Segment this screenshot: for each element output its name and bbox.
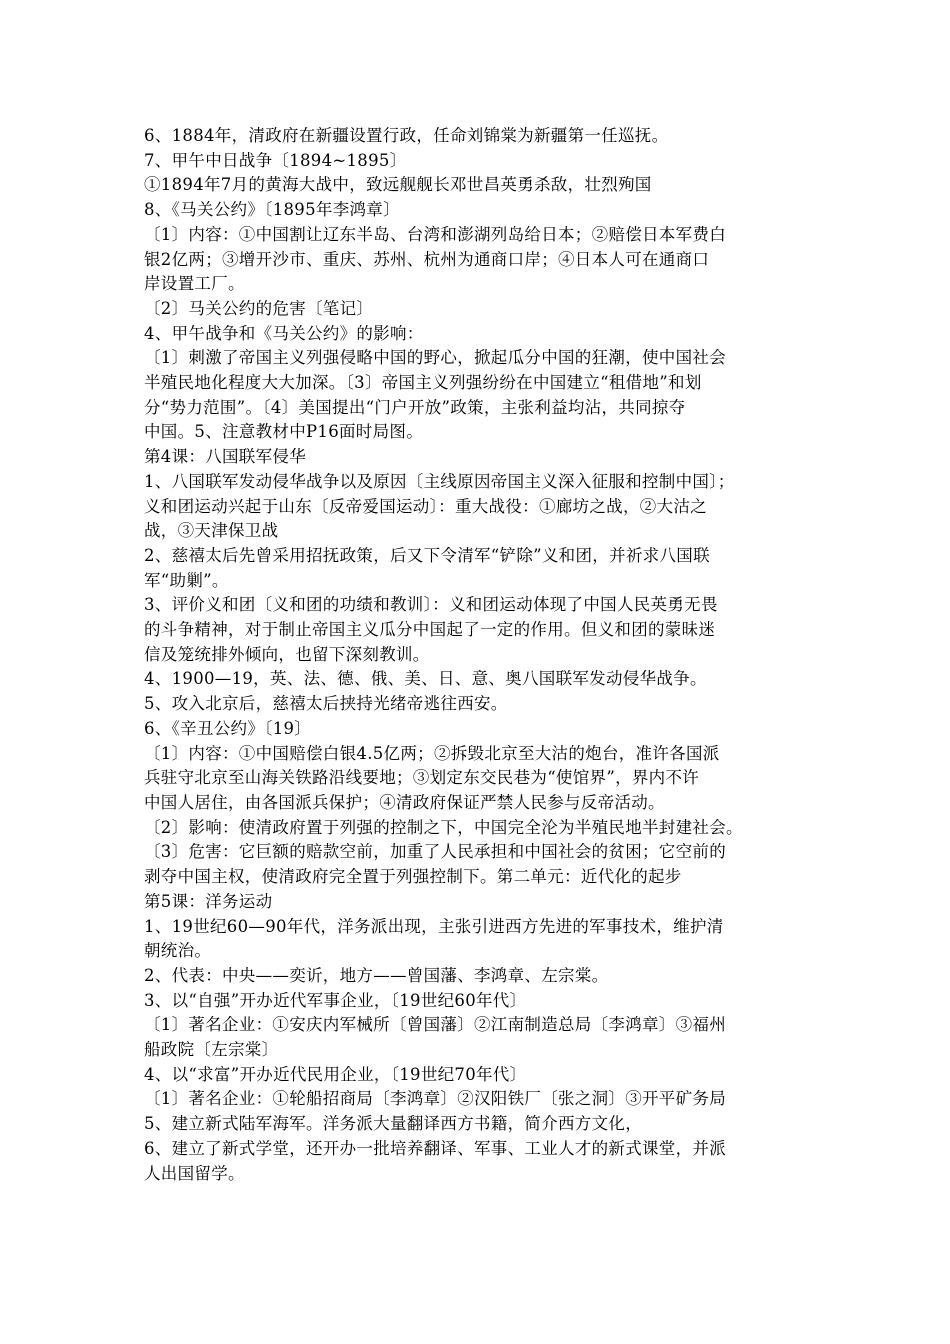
text-line: 信及笼统排外倾向，也留下深刻教训。 xyxy=(144,644,430,664)
text-line: 4、以“求富”开办近代民用企业，〔19世纪70年代〕 xyxy=(144,1064,527,1084)
text-line: ①1894年7月的黄海大战中，致远舰舰长邓世昌英勇杀敌，壮烈殉国 xyxy=(144,175,652,195)
text-line: 〔1〕内容：①中国割让辽东半岛、台湾和澎湖列岛给日本；②赔偿日本军费白 xyxy=(144,224,726,244)
text-line: 2、慈禧太后先曾采用招抚政策，后又下令清军“铲除”义和团，并祈求八国联 xyxy=(144,545,710,565)
text-line: 军“助剿”。 xyxy=(144,570,229,590)
text-line: 2、代表：中央——奕䜣，地方——曾国藩、李鸿章、左宗棠。 xyxy=(144,965,609,985)
text-line: 8、《马关公约》〔1895年李鸿章〕 xyxy=(144,200,400,220)
text-line: 〔3〕危害：它巨额的赔款空前，加重了人民承担和中国社会的贫困；它空前的 xyxy=(144,842,726,862)
text-line: 〔1〕刺激了帝国主义列强侵略中国的野心，掀起瓜分中国的狂潮，使中国社会 xyxy=(144,348,726,368)
text-line: 人出国留学。 xyxy=(144,1163,245,1183)
text-line: 6、《辛丑公约》〔19〕 xyxy=(144,718,312,738)
document-body xyxy=(144,124,824,1186)
text-line: 3、以“自强”开办近代军事企业，〔19世纪60年代〕 xyxy=(144,990,527,1010)
text-line: 剥夺中国主权，使清政府完全置于列强控制下。第二单元：近代化的起步 xyxy=(144,867,682,887)
text-line: 分“势力范围”。〔4〕美国提出“门户开放”政策，主张利益均沾，共同掠夺 xyxy=(144,397,686,417)
text-line: 中国人居住，由各国派兵保护；④清政府保证严禁人民参与反帝活动。 xyxy=(144,792,665,812)
section-heading: 第4课：八国联军侵华 xyxy=(144,447,306,467)
text-line: 5、攻入北京后，慈禧太后挟持光绪帝逃往西安。 xyxy=(144,694,508,714)
text-line: 战，③天津保卫战 xyxy=(144,521,279,541)
text-line: 3、评价义和团〔义和团的功绩和教训〕：义和团运动体现了中国人民英勇无畏 xyxy=(144,595,718,615)
text-line: 6、1884年，清政府在新疆设置行政，任命刘锦棠为新疆第一任巡抚。 xyxy=(144,126,669,145)
text-line: 5、建立新式陆军海军。洋务派大量翻译西方书籍，简介西方文化， xyxy=(144,1114,642,1134)
text-line: 〔2〕马关公约的危害〔笔记〕 xyxy=(144,298,374,318)
text-line: 中国。5、注意教材中P16面时局图。 xyxy=(144,422,423,442)
text-line: 朝统治。 xyxy=(144,941,212,961)
text-line: 半殖民地化程度大大加深。〔3〕帝国主义列强纷纷在中国建立“租借地”和划 xyxy=(144,373,702,393)
text-line: 〔1〕内容：①中国赔偿白银4.5亿两；②拆毁北京至大沽的炮台，准许各国派 xyxy=(144,743,720,763)
text-line: 7、甲午中日战争〔1894~1895〕 xyxy=(144,150,407,170)
section-heading: 第5课：洋务运动 xyxy=(144,891,273,911)
text-line: 的斗争精神，对于制止帝国主义瓜分中国起了一定的作用。但义和团的蒙昧迷 xyxy=(144,620,716,640)
text-line: 〔1〕著名企业：①轮船招商局〔李鸿章〕②汉阳铁厂〔张之洞〕③开平矿务局 xyxy=(144,1089,726,1109)
text-line: 兵驻守北京至山海关铁路沿线要地；③划定东交民巷为“使馆界”，界内不许 xyxy=(144,768,700,788)
text-line: 〔2〕影响：使清政府置于列强的控制之下，中国完全沦为半殖民地半封建社会。 xyxy=(144,817,743,837)
text-line: 义和团运动兴起于山东〔反帝爱国运动〕：重大战役：①廊坊之战，②大沽之 xyxy=(144,496,707,516)
text-line: 1、19世纪60—90年代，洋务派出现，主张引进西方先进的军事技术，维护清 xyxy=(144,916,724,936)
text-line: 〔1〕著名企业：①安庆内军械所〔曾国藩〕②江南制造总局〔李鸿章〕③福州 xyxy=(144,1015,726,1035)
text-line: 岸设置工厂。 xyxy=(144,274,245,294)
text-line: 船政院〔左宗棠〕 xyxy=(144,1040,279,1060)
text-line: 1、八国联军发动侵华战争以及原因〔主线原因帝国主义深入征服和控制中国〕； xyxy=(144,471,735,491)
text-line: 银2亿两；③增开沙市、重庆、苏州、杭州为通商口岸；④日本人可在通商口 xyxy=(144,249,710,269)
text-line: 4、1900—19，英、法、德、俄、美、日、意、奥八国联军发动侵华战争。 xyxy=(144,669,707,689)
text-line: 4、甲午战争和《马关公约》的影响： xyxy=(144,323,424,343)
text-line: 6、建立了新式学堂，还开办一批培养翻译、军事、工业人才的新式课堂，并派 xyxy=(144,1138,726,1158)
